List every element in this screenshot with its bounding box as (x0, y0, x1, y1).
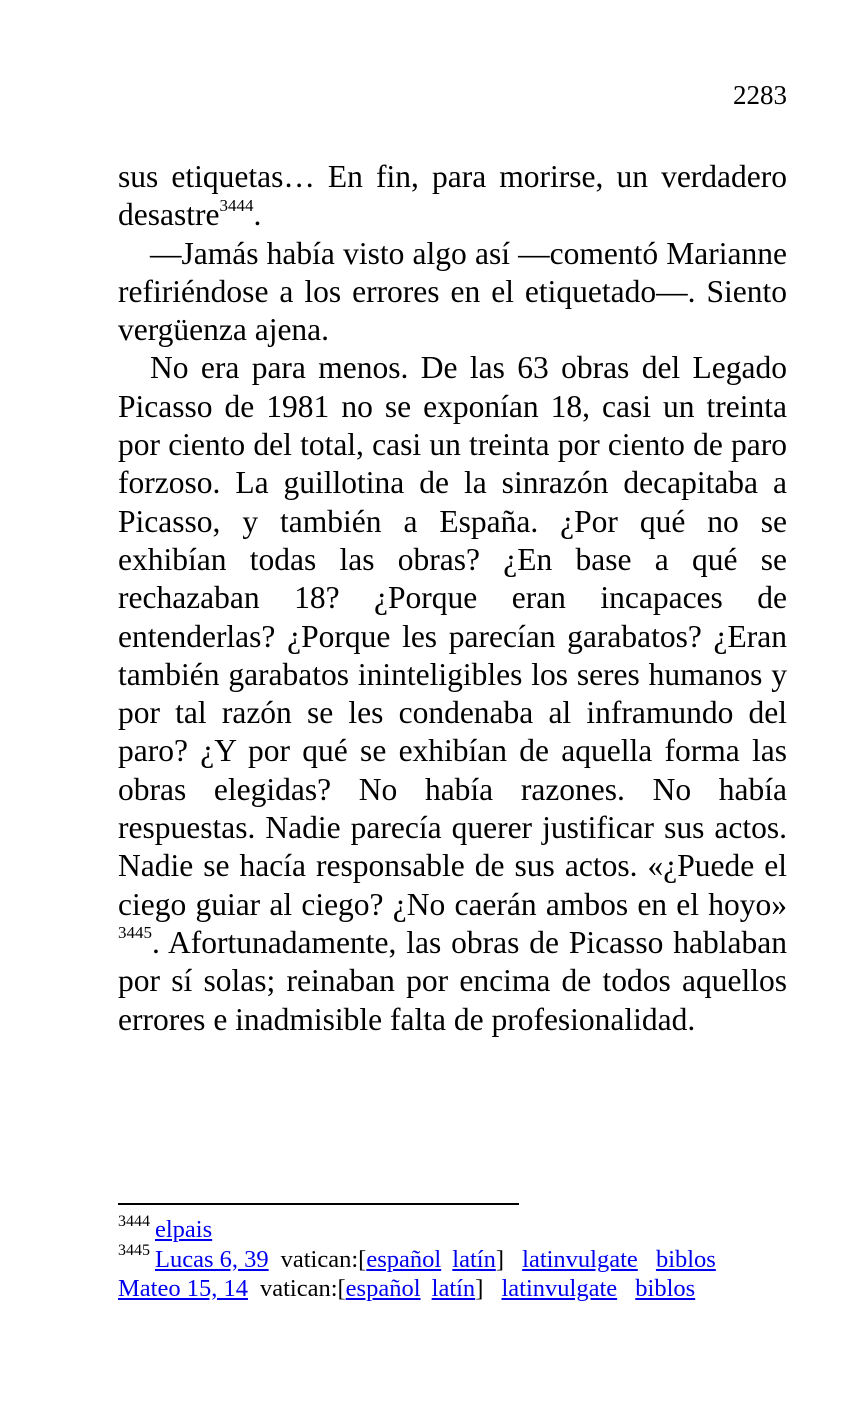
bracket-close: ] (475, 1275, 484, 1302)
footnote-number: 3444 (118, 1212, 150, 1230)
link-biblos[interactable]: biblos (635, 1275, 696, 1302)
footnote-3445-second-ref (118, 1274, 798, 1304)
paragraph-3-text: No era para menos. De las 63 obras del Legado Picasso de 1981 no se exponían 18, casi un treinta por ciento del total, casi un treinta por ciento de paro forzoso. La guillotina de la sinrazón decapitaba a Picasso, y también a España. ¿Por qué no se exhibían todas las obras? ¿En base a qué se rechazaban 18? ¿Porque eran incapaces de entenderlas? ¿Porque les parecían garabatos? ¿Eran también garabatos ininteligibles los seres humanos y por tal razón se les condenaba al inframundo del paro? ¿Y por qué se exhibían de aquella forma las obras elegidas? No había razones. No había respuestas. Nadie parecía querer justificar sus actos. Nadie se hacía responsable de sus actos. «¿Puede el ciego guiar al ciego? ¿No caerán ambos en el hoyo» (118, 350, 787, 922)
paragraph-3-end: . Afortunadamente, las obras de Picasso hablaban por sí solas; reinaban por encima de todos aquellos errores e inadmisible falta de profesionalidad. (118, 924, 787, 1037)
paragraph-2: —Jamás había visto algo así —comentó Marianne refiriéndose a los errores en el etiquetado—. Siento vergüenza ajena. (118, 235, 787, 348)
footnote-divider (118, 1203, 519, 1205)
paragraph-1 (118, 158, 787, 235)
link-latin[interactable]: latín (452, 1245, 496, 1273)
footnotes (118, 1212, 798, 1304)
footnote-3445 (118, 1242, 798, 1275)
link-latinvulgate[interactable]: latinvulgate (522, 1245, 638, 1273)
link-espanol[interactable]: español (366, 1245, 442, 1273)
page-number: 2283 (733, 80, 787, 110)
paragraph-3 (118, 349, 787, 1038)
footnote-3444 (118, 1212, 798, 1245)
link-elpais[interactable]: elpais (155, 1216, 213, 1243)
bracket-close: ] (495, 1245, 505, 1273)
paragraph-1-end: . (253, 197, 262, 233)
link-latin[interactable]: latín (431, 1275, 476, 1302)
link-latinvulgate[interactable]: latinvulgate (501, 1275, 618, 1302)
vatican-label: vatican:[ (259, 1275, 346, 1302)
link-lucas[interactable]: Lucas 6, 39 (155, 1245, 269, 1273)
body-text (118, 158, 787, 1039)
vatican-label: vatican:[ (280, 1245, 367, 1273)
footnote-number: 3445 (118, 1242, 150, 1260)
link-mateo[interactable]: Mateo 15, 14 (118, 1275, 248, 1302)
link-biblos[interactable]: biblos (655, 1245, 716, 1273)
link-espanol[interactable]: español (345, 1275, 421, 1302)
paragraph-1-text: sus etiquetas… En fin, para morirse, un verdadero desastre (118, 159, 787, 233)
footnote-marker-3445: 3445 (118, 923, 152, 943)
footnote-marker-3444: 3444 (219, 195, 254, 215)
